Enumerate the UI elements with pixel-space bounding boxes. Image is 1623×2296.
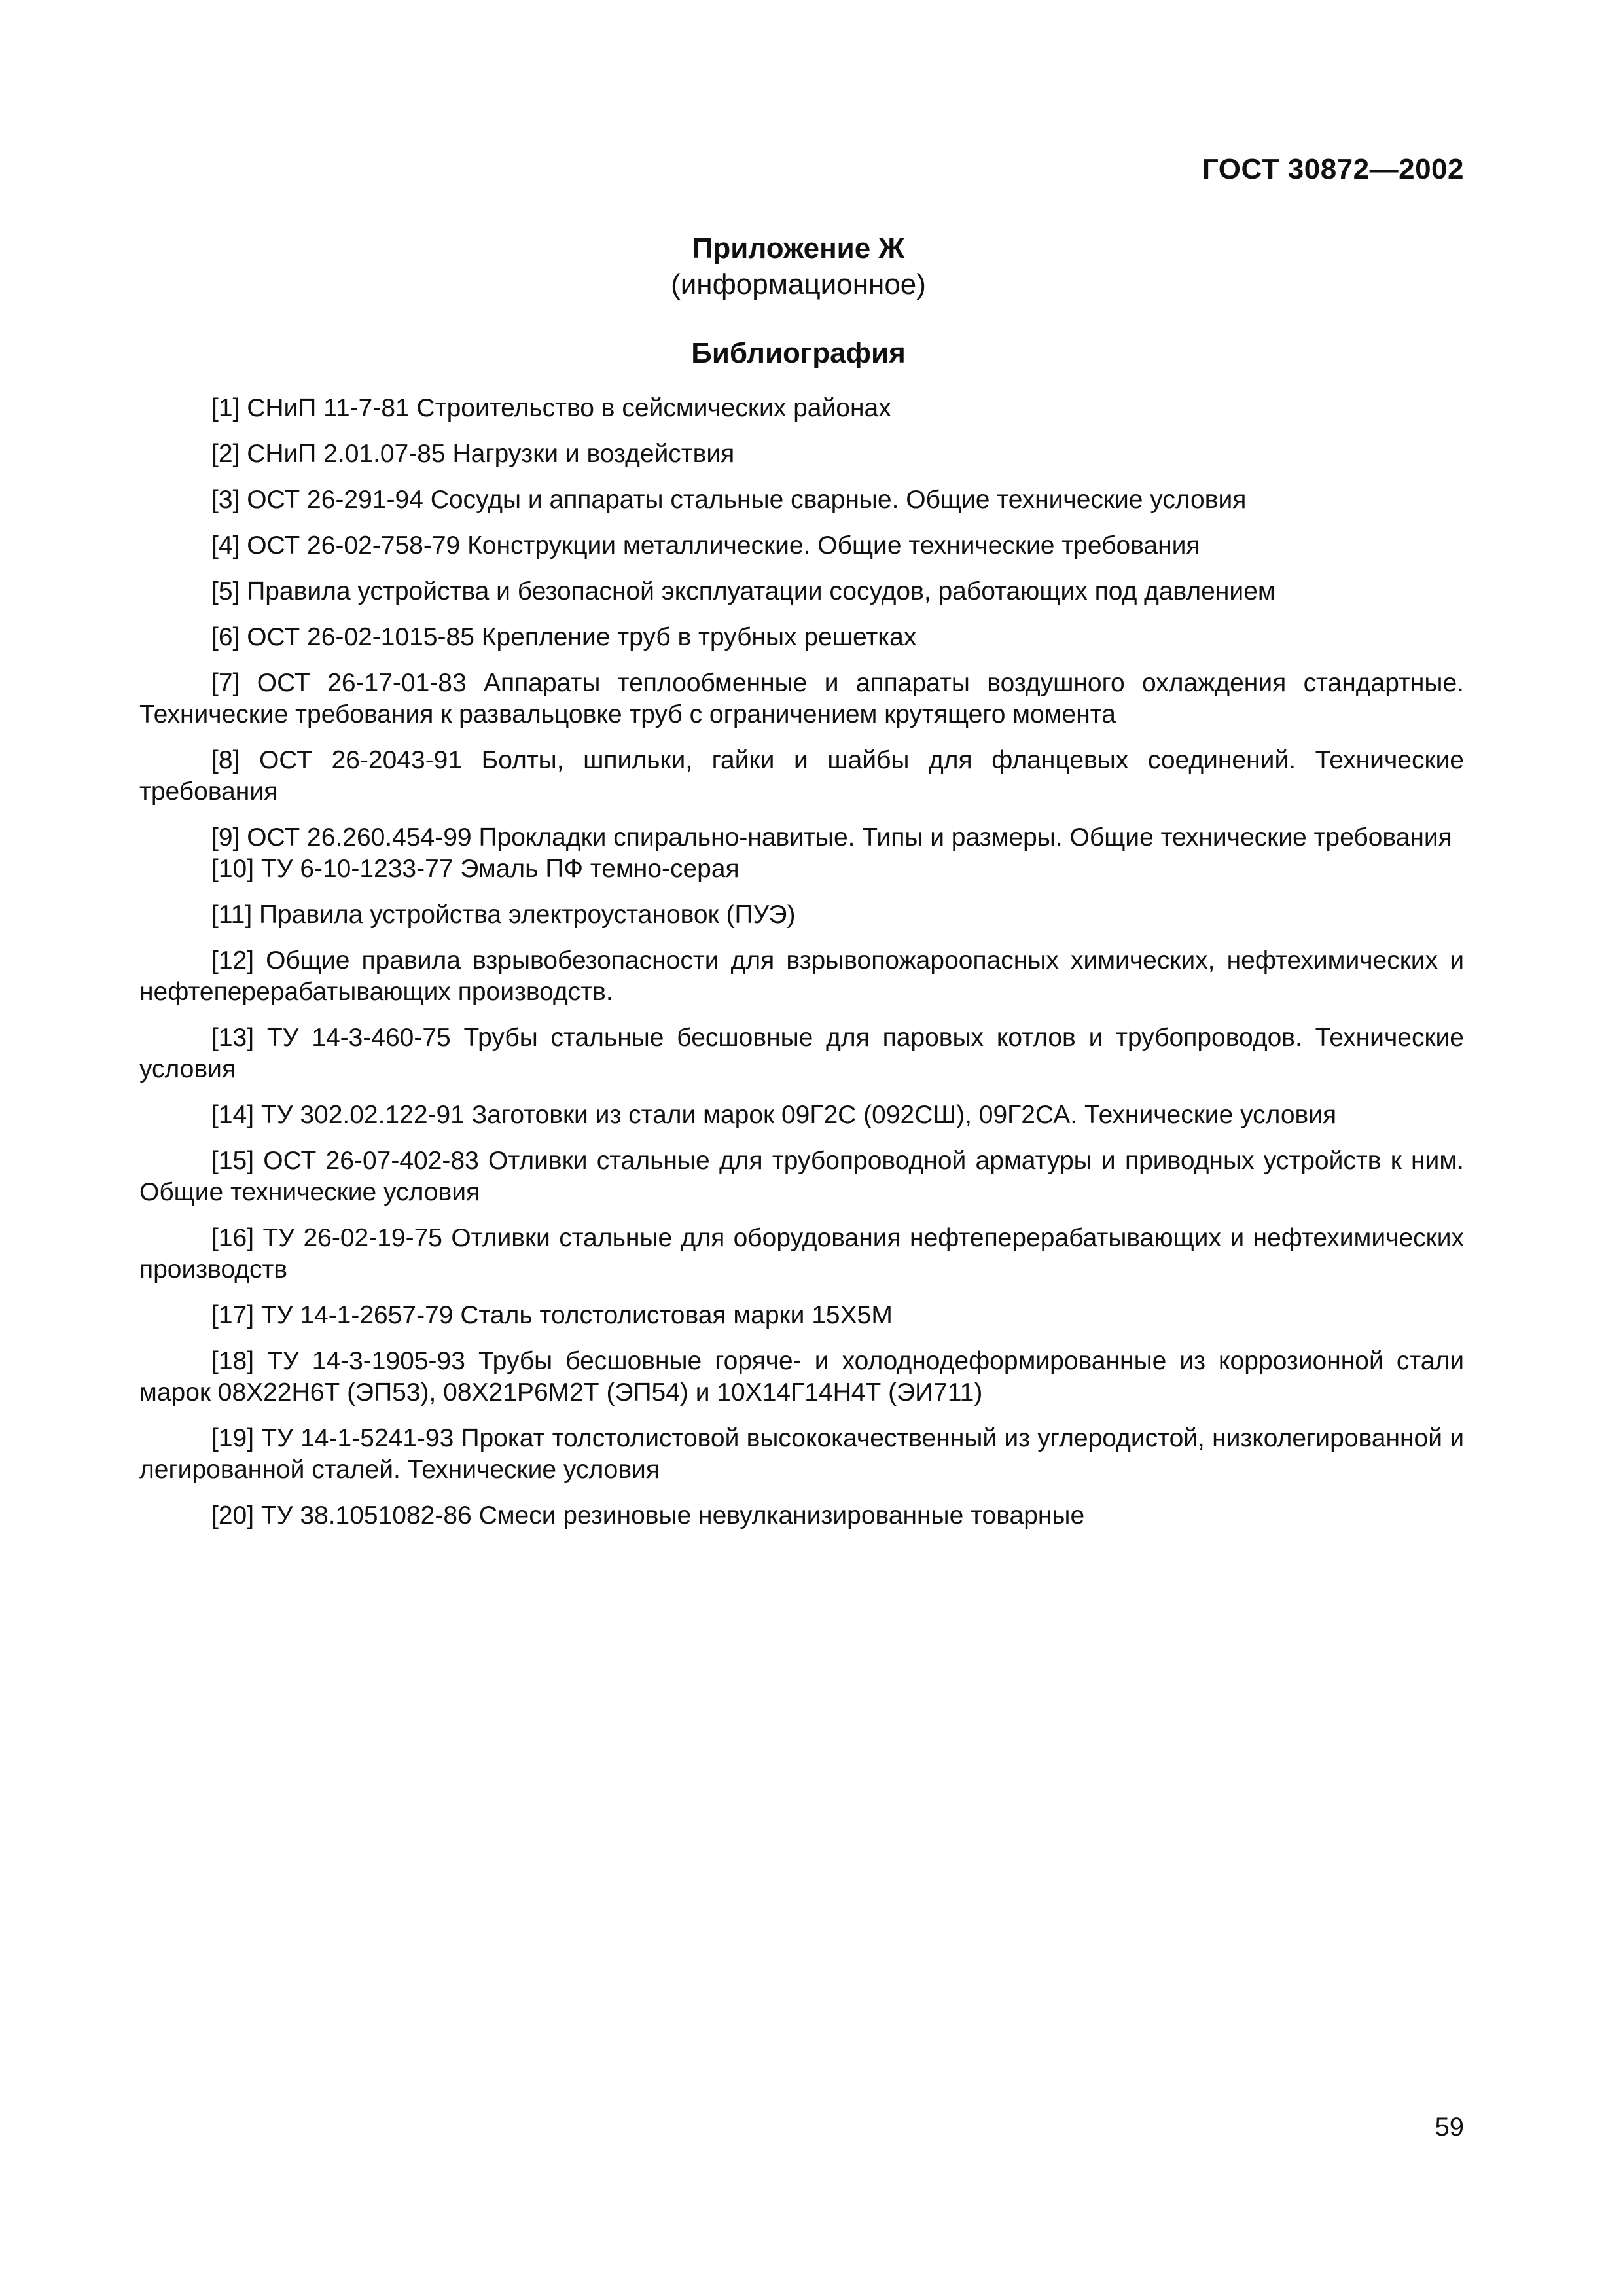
bibliography-item: [9] ОСТ 26.260.454-99 Прокладки спирально-навитые. Типы и размеры. Общие технические требования (211, 823, 1452, 852)
bibliography-item: [18] ТУ 14-3-1905-93 Трубы бесшовные горяче- и холоднодеформированные из коррозионной стали марок 08Х22Н6Т (ЭП53), 08Х21Р6М2Т (ЭП54) и 10Х14Г14Н4Т (ЭИ711) (139, 1347, 1464, 1407)
bibliography-item: [19] ТУ 14-1-5241-93 Прокат толстолистовой высококачественный из углеродистой, низколегированной и легированной сталей. Технические условия (139, 1424, 1464, 1484)
bibliography-item: [10] ТУ 6-10-1233-77 Эмаль ПФ темно-серая (211, 855, 740, 883)
bibliography-item: [15] ОСТ 26-07-402-83 Отливки стальные для трубопроводной арматуры и приводных устройств к ним. Общие технические условия (139, 1147, 1464, 1206)
bibliography-item: [8] ОСТ 26-2043-91 Болты, шпильки, гайки и шайбы для фланцевых соединений. Технические требования (139, 746, 1464, 806)
bibliography-item: [11] Правила устройства электроустановок (ПУЭ) (211, 901, 796, 929)
bibliography-item: [1] СНиП 11-7-81 Строительство в сейсмических районах (211, 394, 891, 422)
bibliography-item: [20] ТУ 38.1051082-86 Смеси резиновые невулканизированные товарные (211, 1501, 1085, 1530)
bibliography-title: Библиография (691, 337, 906, 369)
bibliography-item: [12] Общие правила взрывобезопасности для взрывопожароопасных химических, нефтехимических и нефтеперерабатывающих производств. (139, 946, 1464, 1006)
page-number: 59 (1435, 2113, 1464, 2142)
bibliography-item: [3] ОСТ 26-291-94 Сосуды и аппараты стальные сварные. Общие технические условия (211, 486, 1247, 514)
bibliography-item: [14] ТУ 302.02.122-91 Заготовки из стали марок 09Г2С (092СШ), 09Г2СА. Технические условия (211, 1101, 1337, 1129)
annex-subtitle: (информационное) (671, 268, 926, 300)
bibliography-item: [5] Правила устройства и безопасной эксплуатации сосудов, работающих под давлением (211, 577, 1275, 605)
bibliography-item: [7] ОСТ 26-17-01-83 Аппараты теплообменные и аппараты воздушного охлаждения стандартные. Технические требования к развальцовке труб с ограничением крутящего момента (139, 669, 1464, 728)
bibliography-item: [13] ТУ 14-3-460-75 Трубы стальные бесшовные для паровых котлов и трубопроводов. Технические условия (139, 1024, 1464, 1083)
bibliography-item: [6] ОСТ 26-02-1015-85 Крепление труб в трубных решетках (211, 623, 917, 651)
bibliography-item: [4] ОСТ 26-02-758-79 Конструкции металлические. Общие технические требования (211, 531, 1200, 560)
annex-title: Приложение Ж (692, 232, 905, 264)
bibliography-item: [16] ТУ 26-02-19-75 Отливки стальные для оборудования нефтеперерабатывающих и нефтехимических производств (139, 1224, 1464, 1283)
bibliography-list (139, 393, 1464, 1546)
document-id: ГОСТ 30872—2002 (1202, 153, 1464, 185)
bibliography-item: [17] ТУ 14-1-2657-79 Сталь толстолистовая марки 15Х5М (211, 1301, 893, 1329)
bibliography-item: [2] СНиП 2.01.07-85 Нагрузки и воздействия (211, 440, 735, 468)
